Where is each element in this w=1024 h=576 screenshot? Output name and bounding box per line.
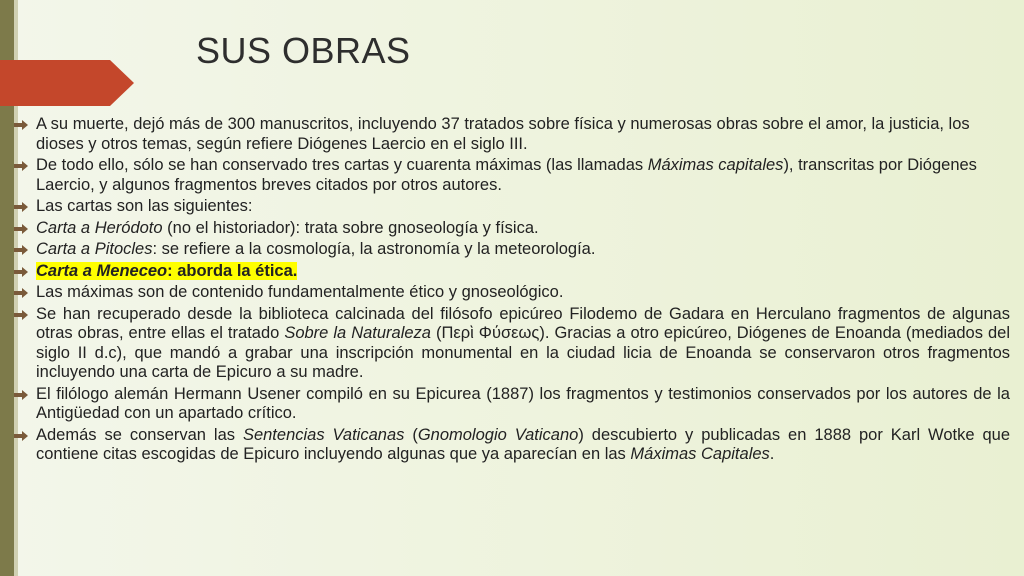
text-segment: .: [769, 445, 775, 463]
arrow-bullet-icon: [14, 161, 28, 171]
italic-text: Máximas Capitales: [630, 445, 770, 463]
text-segment: : se refiere a la cosmología, la astronomía y la meteorología.: [152, 240, 596, 258]
bullet-item: [14, 283, 1010, 303]
bullet-item: [14, 219, 1010, 239]
page-title: SUS OBRAS: [196, 30, 411, 71]
bullet-text: [36, 262, 297, 280]
bullet-text: [36, 115, 970, 153]
text-segment: Además se conservan las: [36, 425, 243, 444]
bullet-text: [36, 156, 977, 194]
title-arrow-shape: [0, 60, 134, 106]
arrow-bullet-icon: [14, 245, 28, 255]
arrow-bullet-icon: [14, 390, 28, 400]
italic-text: Carta a Heródoto: [36, 218, 163, 237]
bullet-text: [36, 283, 563, 301]
italic-text: Máximas capitales: [647, 156, 784, 174]
arrow-bullet-icon: [14, 288, 28, 298]
bullet-item: [14, 385, 1010, 424]
bullet-text: [36, 305, 1010, 382]
bullet-list: [14, 115, 1010, 467]
bullet-text: [36, 426, 1010, 464]
text-segment: Se han recuperado desde la biblioteca calcinada del filósofo epicúreo Filodemo de Gadara en Herculano fragmentos de algunas otras obras, entre ellas el tratado: [36, 304, 1010, 342]
arrow-bullet-icon: [14, 202, 28, 212]
arrow-bullet-icon: [14, 267, 28, 277]
text-segment: A su muerte, dejó más de 300 manuscritos, incluyendo 37 tratados sobre física y numerosas obras sobre el amor, la justicia, los dioses y otros temas, según refiere Diógenes Laercio en el siglo III.: [36, 115, 970, 153]
italic-text: Sentencias Vaticanas: [242, 425, 405, 444]
bullet-item: [14, 115, 1010, 154]
bullet-item: [14, 426, 1010, 465]
text-segment: Las máximas son de contenido fundamentalmente ético y gnoseológico.: [36, 283, 564, 301]
text-segment: Las cartas son las siguientes:: [36, 197, 253, 215]
italic-text: Gnomologio Vaticano: [417, 425, 579, 444]
text-segment: : aborda la ética.: [167, 261, 298, 280]
bullet-item: [14, 262, 1010, 282]
bullet-item: [14, 156, 1010, 195]
text-segment: ), transcritas por Diógenes Laercio, y algunos fragmentos breves citados por otros autores.: [36, 156, 977, 194]
text-segment: (Περὶ Φύσεως). Gracias a otro epicúreo, Diógenes de Enoanda (mediados del siglo II d.c), que mandó a grabar una inscripción monumental en la ciudad licia de Enoanda se conservaron otros fragmentos incluyendo una carta de Epicuro a su madre.: [36, 324, 1010, 381]
italic-text: Carta a Meneceo: [36, 261, 168, 280]
italic-text: Carta a Pitocles: [36, 240, 153, 258]
text-segment: El filólogo alemán Hermann Usener compiló en su Epicurea (1887) los fragmentos y testimonios conservados por los autores de la Antigüedad con un apartado crítico.: [36, 384, 1010, 422]
arrow-bullet-icon: [14, 120, 28, 130]
text-segment: De todo ello, sólo se han conservado tres cartas y cuarenta máximas (las llamadas: [36, 156, 648, 174]
bullet-text: [36, 385, 1010, 423]
bullet-item: [14, 305, 1010, 383]
text-segment: (no el historiador): trata sobre gnoseología y física.: [162, 218, 539, 237]
bullet-text: [36, 197, 252, 215]
text-segment: (: [404, 425, 418, 444]
bullet-item: [14, 197, 1010, 217]
arrow-bullet-icon: [14, 431, 28, 441]
bullet-item: [14, 240, 1010, 260]
italic-text: Sobre la Naturaleza: [284, 324, 431, 342]
arrow-bullet-icon: [14, 310, 28, 320]
bullet-text: [36, 219, 539, 237]
arrow-bullet-icon: [14, 224, 28, 234]
text-segment: ) descubierto y publicadas en 1888 por Karl Wotke que contiene citas escogidas de Epicuro incluyendo algunas que ya aparecían en las: [36, 425, 1010, 463]
bullet-text: [36, 240, 595, 258]
